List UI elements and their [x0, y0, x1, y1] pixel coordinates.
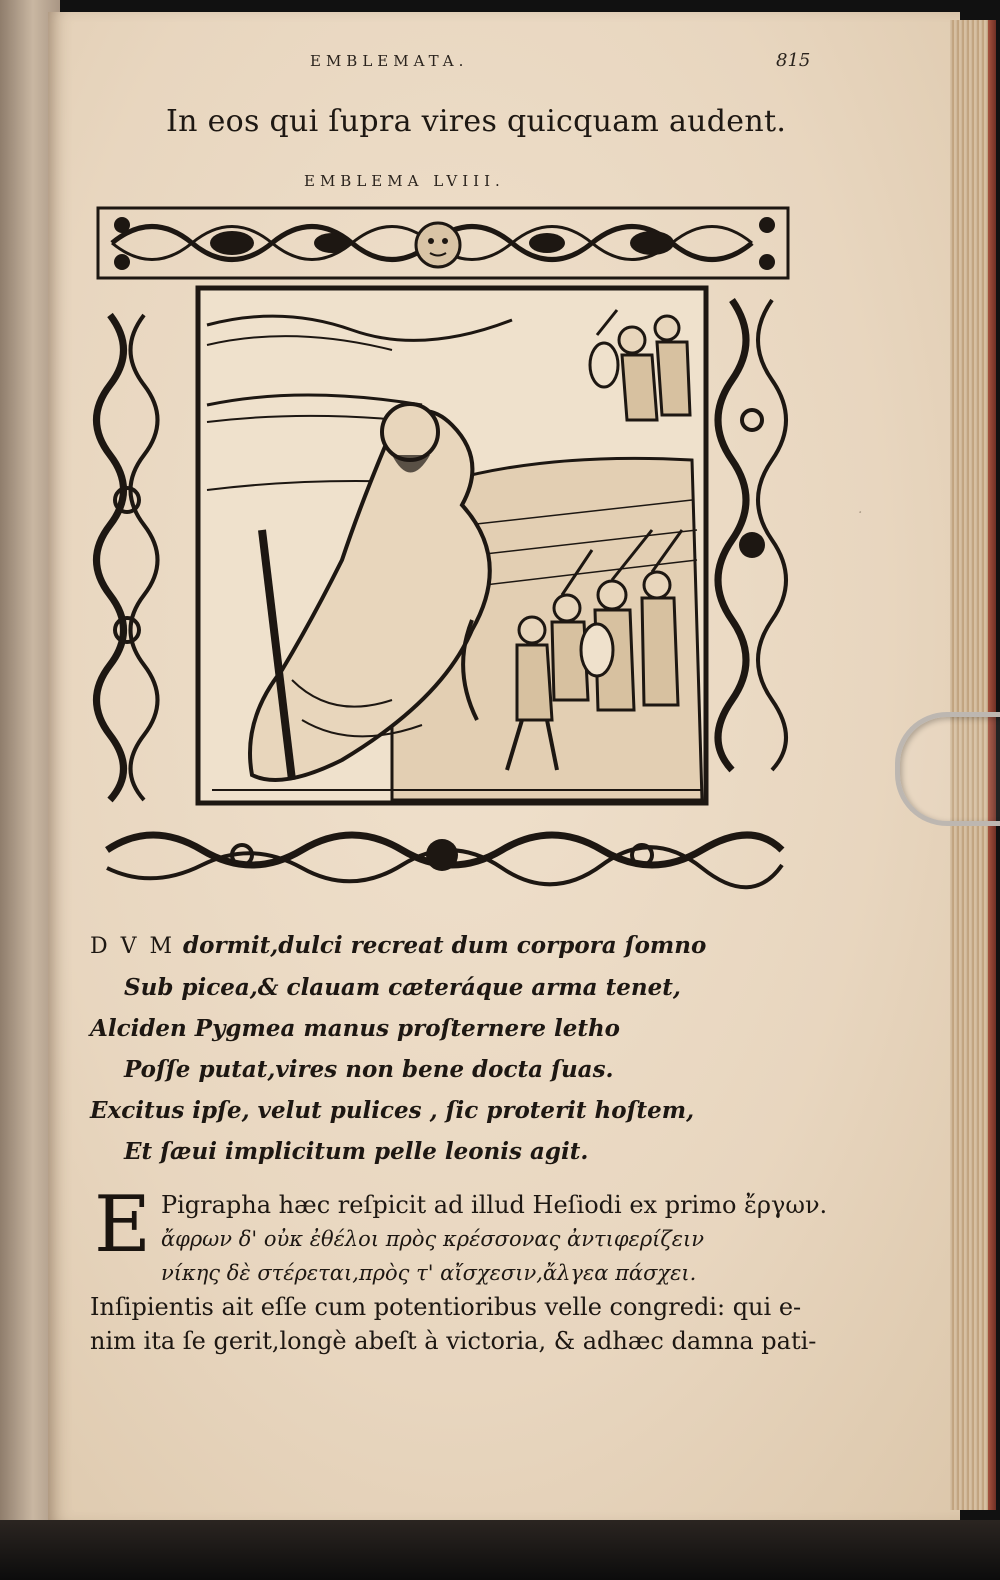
drop-cap: E [94, 1180, 151, 1270]
greek-quote-line-1: ἄφρων δ' οὐκ ἐθέλοι πρὸς κρέσσονας ἀντιφερίζειν [160, 1227, 705, 1251]
verse-line-6: Et ſæui implicitum pelle leonis agit. [124, 1138, 589, 1165]
commentary-line-4: Inſipientis ait eſſe cum potentioribus velle congredi: qui e- [90, 1293, 802, 1321]
showthrough-margin-note: · [858, 505, 863, 521]
page-number: 815 [776, 50, 811, 71]
verse-line-3: Alciden Pygmea manus proſternere letho [90, 1015, 621, 1042]
verse-line-5: Excitus ipſe, velut pulices , ſic proterit hoſtem, [90, 1097, 695, 1124]
verse-line-1 [90, 925, 810, 967]
page-clip [895, 712, 1000, 826]
commentary [90, 1180, 828, 1358]
emblem-number: EMBLEMA LVIII. [304, 172, 505, 190]
left-scroll-border [97, 315, 158, 800]
emblem-title: In eos qui ſupra vires quicquam audent. [166, 104, 787, 139]
right-scroll-border [718, 300, 786, 770]
verse-initial: D V M [90, 934, 176, 959]
greek-quote-line-2: νίκης δὲ στέρεται,πρὸς τ' αἴσχεσιν,ἄλγεα πάσχει. [160, 1261, 697, 1285]
emblem-verse [90, 925, 810, 1172]
commentary-line-5: nim ita ſe gerit,longè abeſt à victoria, & adhæc damna pati- [90, 1327, 817, 1355]
running-head: EMBLEMATA. [310, 52, 469, 70]
woodcut-scene [198, 288, 706, 803]
verse-line-4: Poſſe putat,vires non bene docta ſuas. [124, 1056, 614, 1083]
top-floral-border [98, 208, 788, 278]
table-surface [0, 1520, 1000, 1580]
commentary-line-1: Pigrapha hæc reſpicit ad illud Heſiodi ex primo ἔργων. [160, 1191, 828, 1219]
bottom-acanthus-border [107, 835, 782, 887]
verse-line-1-text: dormit,dulci recreat dum corpora ſomno [175, 932, 707, 959]
verse-line-2: Sub picea,& clauam cæteráque arma tenet, [124, 974, 681, 1001]
woodcut-illustration [92, 200, 792, 905]
